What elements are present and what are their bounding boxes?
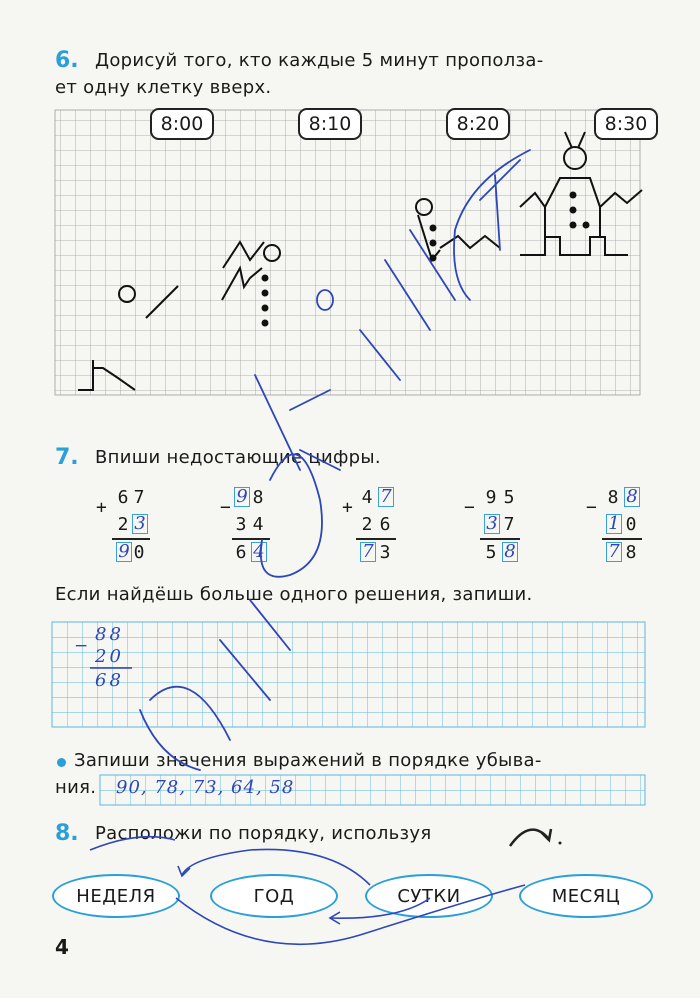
problem-5-top-units-box[interactable]: 8 (624, 487, 640, 507)
problem-3-res-tens-box[interactable]: 7 (360, 542, 376, 562)
problem-1-mid-tens: 2 (117, 514, 129, 535)
problem-5-mid-units: 0 (625, 514, 637, 535)
extra-mid: 20 (95, 646, 124, 667)
problem-4-top-tens: 9 (485, 487, 497, 508)
problem-2-mid-tens: 3 (235, 514, 247, 535)
task7-sub-line1: Запиши значения выражений в порядке убыва- (74, 750, 542, 771)
task6-text-line1: Дорисуй того, кто каждые 5 минут прополза- (95, 50, 544, 71)
task7-number: 7. (55, 445, 79, 470)
problem-1-sign: + (96, 497, 107, 518)
problem-1-top-units: 7 (133, 487, 145, 508)
problem-5-res-tens-box[interactable]: 7 (606, 542, 622, 562)
problem-4-res-units-box[interactable]: 8 (502, 542, 518, 562)
problem-4-mid-units: 7 (503, 514, 515, 535)
problem-3-mid-tens: 2 (361, 514, 373, 535)
task8-number: 8. (55, 821, 79, 846)
extra-sign: − (74, 636, 89, 656)
problem-1-res-tens-box[interactable]: 9 (116, 542, 132, 562)
problem-4-sign: − (464, 497, 475, 518)
problem-4-mid-tens-box[interactable]: 3 (484, 514, 500, 534)
problem-5-sign: − (586, 497, 597, 518)
time-label-830: 8:30 (594, 108, 658, 140)
task7-more-text: Если найдёшь больше одного решения, запиши. (55, 584, 533, 605)
problem-2-top-tens-box[interactable]: 9 (234, 487, 250, 507)
problem-4-res-tens: 5 (485, 542, 497, 563)
time-label-800: 8:00 (150, 108, 214, 140)
problem-2-mid-units: 4 (252, 514, 264, 535)
problem-5-res-units: 8 (625, 542, 637, 563)
problem-4-top-units: 5 (503, 487, 515, 508)
problem-5-mid-tens-box[interactable]: 1 (606, 514, 622, 534)
task8-text: Расположи по порядку, используя (95, 823, 432, 844)
page-number: 4 (55, 935, 69, 959)
word-oval-year[interactable]: ГОД (210, 874, 338, 918)
extra-res: 68 (95, 670, 124, 691)
word-oval-month[interactable]: МЕСЯЦ (519, 874, 653, 918)
task7-sub-line2: ния. (55, 777, 97, 798)
problem-2-res-units-box[interactable]: 4 (251, 542, 267, 562)
problem-1-top-tens: 6 (117, 487, 129, 508)
problem-2-res-tens: 6 (235, 542, 247, 563)
problem-3-top-tens: 4 (361, 487, 373, 508)
problem-1-mid-units-box[interactable]: 3 (132, 514, 148, 534)
task6-number: 6. (55, 48, 79, 73)
time-label-820: 8:20 (446, 108, 510, 140)
word-oval-week[interactable]: НЕДЕЛЯ (52, 874, 180, 918)
word-oval-day[interactable]: СУТКИ (365, 874, 493, 918)
problem-2-top-units: 8 (252, 487, 264, 508)
problem-2-sign: − (220, 497, 231, 518)
extra-top: 88 (95, 624, 124, 645)
problem-3-sign: + (342, 497, 353, 518)
task6-text-line2: ет одну клетку вверх. (55, 77, 272, 98)
order-answer[interactable]: 90, 78, 73, 64, 58 (116, 777, 295, 798)
task7-text: Впиши недостающие цифры. (95, 447, 381, 468)
problem-1-res-units: 0 (133, 542, 145, 563)
problem-3-res-units: 3 (379, 542, 391, 563)
time-label-810: 8:10 (298, 108, 362, 140)
problem-3-mid-units: 6 (379, 514, 391, 535)
problem-5-top-tens: 8 (607, 487, 619, 508)
problem-3-top-units-box[interactable]: 7 (378, 487, 394, 507)
